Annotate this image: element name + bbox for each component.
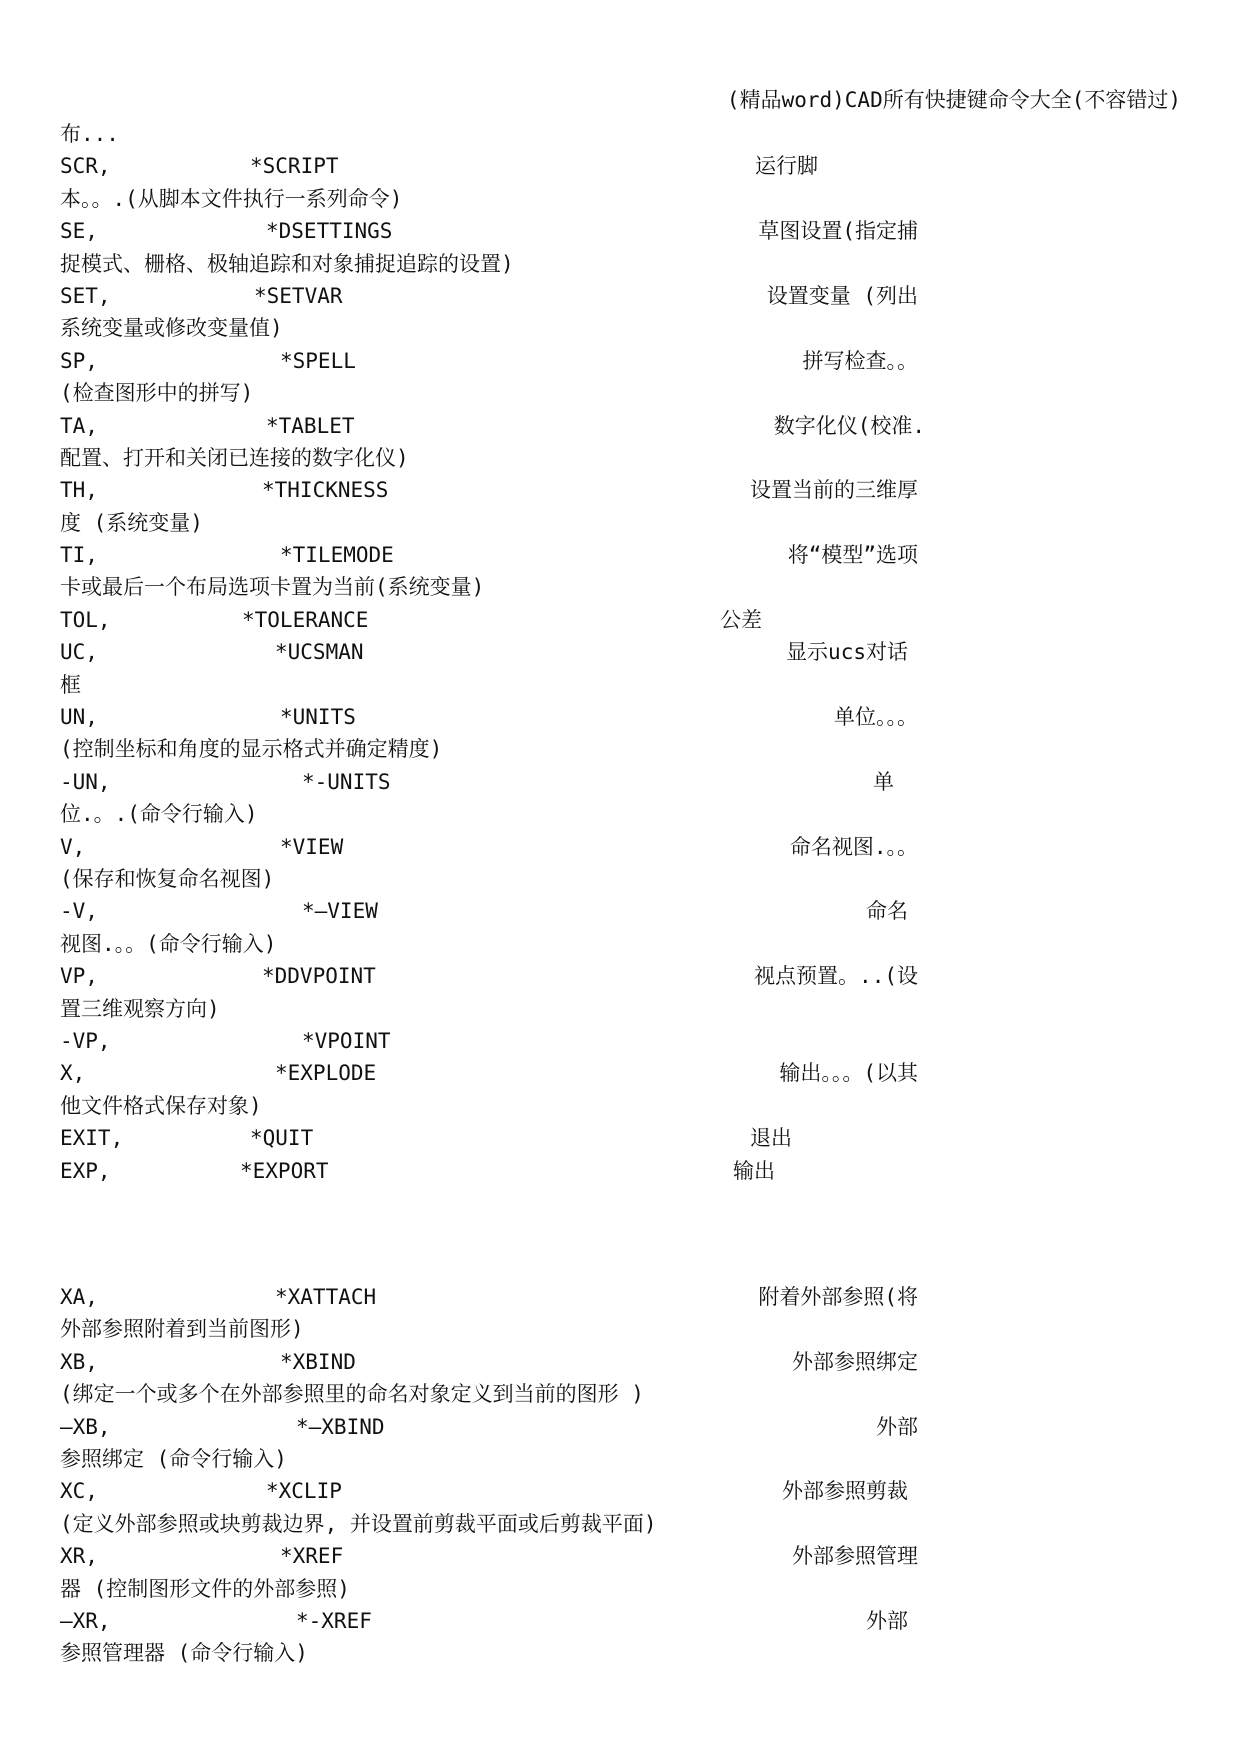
description-line (60, 928, 940, 960)
description-text: (定义外部参照或块剪裁边界, 并设置前剪裁平面或后剪裁平面) (60, 1511, 657, 1536)
description-text: 卡或最后一个布局选项卡置为当前(系统变量) (60, 575, 485, 600)
description-text: 视图.。。(命令行输入) (60, 931, 277, 956)
command-alias: XA, (60, 1285, 98, 1309)
command-alias: TA, (60, 413, 98, 438)
command-name: *VIEW (280, 834, 344, 859)
command-alias: EXP, (60, 1158, 111, 1183)
command-alias: TOL, (60, 607, 111, 632)
command-description: 将“模型”选项 (787, 543, 918, 568)
command-alias: VP, (60, 964, 98, 989)
description-line (60, 993, 940, 1025)
command-alias: UC, (60, 640, 98, 665)
description-text: (绑定一个或多个在外部参照里的命名对象定义到当前的图形 ) (60, 1382, 644, 1407)
command-row (60, 1025, 940, 1057)
command-name: *-UNITS (302, 769, 391, 794)
description-text: 框 (60, 672, 81, 697)
command-description: 外部 (866, 1608, 908, 1633)
command-description: 显示ucs对话 (786, 640, 908, 665)
command-alias: TH, (60, 478, 98, 503)
description-line (60, 733, 940, 765)
command-row (60, 604, 940, 636)
description-line (60, 1090, 940, 1122)
command-row (60, 345, 940, 377)
command-name: *-XREF (296, 1608, 372, 1633)
command-name: *—XBIND (296, 1414, 385, 1439)
command-name: *DSETTINGS (266, 219, 393, 244)
command-row (60, 280, 940, 312)
command-description: 运行脚 (755, 154, 818, 179)
command-name: *TOLERANCE (242, 607, 369, 632)
description-text: 捉模式、栅格、极轴追踪和对象捕捉追踪的设置) (60, 251, 514, 276)
command-alias: SET, (60, 283, 111, 308)
command-row (60, 1346, 940, 1378)
command-name: *UCSMAN (275, 640, 364, 665)
command-description: 公差 (720, 607, 762, 632)
command-alias: SE, (60, 219, 98, 244)
command-description: 设置当前的三维厚 (750, 478, 918, 503)
command-name: *EXPORT (240, 1158, 329, 1183)
command-description: 外部参照剪裁 (782, 1479, 908, 1504)
command-name: *XCLIP (266, 1479, 342, 1504)
command-row (60, 1411, 940, 1443)
command-row (60, 215, 940, 247)
command-alias: EXIT, (60, 1126, 124, 1151)
command-name: *SPELL (280, 348, 356, 373)
command-name: *—VIEW (302, 899, 378, 924)
command-description: 单位。。。 (834, 705, 918, 730)
description-line (60, 248, 940, 280)
command-name: *VPOINT (302, 1028, 391, 1053)
description-text: 布... (60, 122, 119, 146)
description-text: 度 (系统变量) (60, 510, 203, 535)
command-alias: V, (60, 834, 86, 859)
command-row (60, 895, 940, 927)
description-line (60, 863, 940, 895)
command-name: *THICKNESS (262, 478, 389, 503)
command-alias: XB, (60, 1349, 98, 1374)
command-name: *UNITS (280, 705, 356, 730)
command-description: 外部参照管理 (792, 1544, 918, 1569)
command-name: *XREF (280, 1544, 344, 1569)
command-alias: XC, (60, 1479, 98, 1504)
description-line (60, 442, 940, 474)
command-name: *EXPLODE (275, 1061, 377, 1086)
description-text: (保存和恢复命名视图) (60, 866, 275, 891)
description-text: (控制坐标和角度的显示格式并确定精度) (60, 737, 443, 762)
command-list-block-1 (60, 118, 940, 1187)
command-alias: TI, (60, 543, 98, 568)
command-row (60, 636, 940, 668)
description-line (60, 1637, 940, 1669)
description-text: 本。。.(从脚本文件执行一系列命令) (60, 186, 403, 211)
command-alias: -V, (60, 899, 98, 924)
command-description: 单 (873, 769, 894, 794)
command-description: 设置变量 (列出 (766, 283, 918, 308)
document-header: (精品word)CAD所有快捷键命令大全(不容错过) (726, 88, 1181, 112)
description-line (60, 1313, 940, 1345)
command-row (60, 150, 940, 182)
command-alias: -VP, (60, 1028, 111, 1053)
command-description: 命名 (866, 899, 908, 924)
command-row (60, 766, 940, 798)
description-line (60, 507, 940, 539)
command-row (60, 701, 940, 733)
description-line (60, 798, 940, 830)
command-description: 命名视图.。。 (789, 834, 918, 859)
description-line (60, 183, 940, 215)
command-description: 外部参照绑定 (792, 1349, 918, 1374)
command-row (60, 1057, 940, 1089)
description-line (60, 118, 940, 150)
command-name: *SCRIPT (250, 154, 339, 179)
command-description: 输出。。。(以其 (779, 1061, 918, 1086)
description-text: 参照绑定 (命令行输入) (60, 1446, 287, 1471)
command-name: *DDVPOINT (262, 964, 376, 989)
description-text: 器 (控制图形文件的外部参照) (60, 1576, 350, 1601)
command-list-block-2 (60, 1281, 940, 1670)
description-text: 他文件格式保存对象) (60, 1093, 262, 1118)
description-line (60, 312, 940, 344)
command-row (60, 960, 940, 992)
command-name: *XATTACH (275, 1285, 377, 1309)
command-name: *TILEMODE (280, 543, 394, 568)
command-description: 外部 (876, 1414, 918, 1439)
command-alias: SCR, (60, 154, 111, 179)
command-row (60, 474, 940, 506)
description-line (60, 1443, 940, 1475)
description-line (60, 1378, 940, 1410)
description-text: 外部参照附着到当前图形) (60, 1317, 304, 1342)
command-alias: UN, (60, 705, 98, 730)
command-alias: SP, (60, 348, 98, 373)
description-text: 置三维观察方向) (60, 996, 220, 1021)
command-description: 退出 (750, 1126, 792, 1151)
command-description: 输出 (733, 1158, 775, 1183)
description-line (60, 1508, 940, 1540)
command-description: 附着外部参照(将 (758, 1285, 918, 1309)
description-text: (检查图形中的拼写) (60, 381, 254, 406)
command-description: 拼写检查。。 (802, 348, 918, 373)
command-alias: XR, (60, 1544, 98, 1569)
command-description: 草图设置(指定捕 (758, 219, 918, 244)
command-description: 视点预置。..(设 (754, 964, 918, 989)
command-alias: —XR, (60, 1608, 111, 1633)
description-text: 配置、打开和关闭已连接的数字化仪) (60, 445, 409, 470)
command-name: *QUIT (250, 1126, 314, 1151)
description-line (60, 571, 940, 603)
description-line (60, 1573, 940, 1605)
command-row (60, 831, 940, 863)
command-row (60, 1475, 940, 1507)
command-row (60, 1155, 940, 1187)
description-text: 系统变量或修改变量值) (60, 316, 283, 341)
command-alias: X, (60, 1061, 86, 1086)
description-text: 参照管理器 (命令行输入) (60, 1641, 308, 1666)
command-row (60, 1540, 940, 1572)
command-row (60, 410, 940, 442)
command-alias: —XB, (60, 1414, 111, 1439)
command-name: *TABLET (266, 413, 355, 438)
command-row (60, 539, 940, 571)
command-row (60, 1122, 940, 1154)
description-line (60, 377, 940, 409)
command-description: 数字化仪(校准. (773, 413, 925, 438)
command-alias: -UN, (60, 769, 111, 794)
description-line (60, 669, 940, 701)
command-name: *XBIND (280, 1349, 356, 1374)
command-row (60, 1605, 940, 1637)
description-text: 位.。.(命令行输入) (60, 802, 258, 827)
command-name: *SETVAR (254, 283, 343, 308)
command-row (60, 1281, 940, 1313)
